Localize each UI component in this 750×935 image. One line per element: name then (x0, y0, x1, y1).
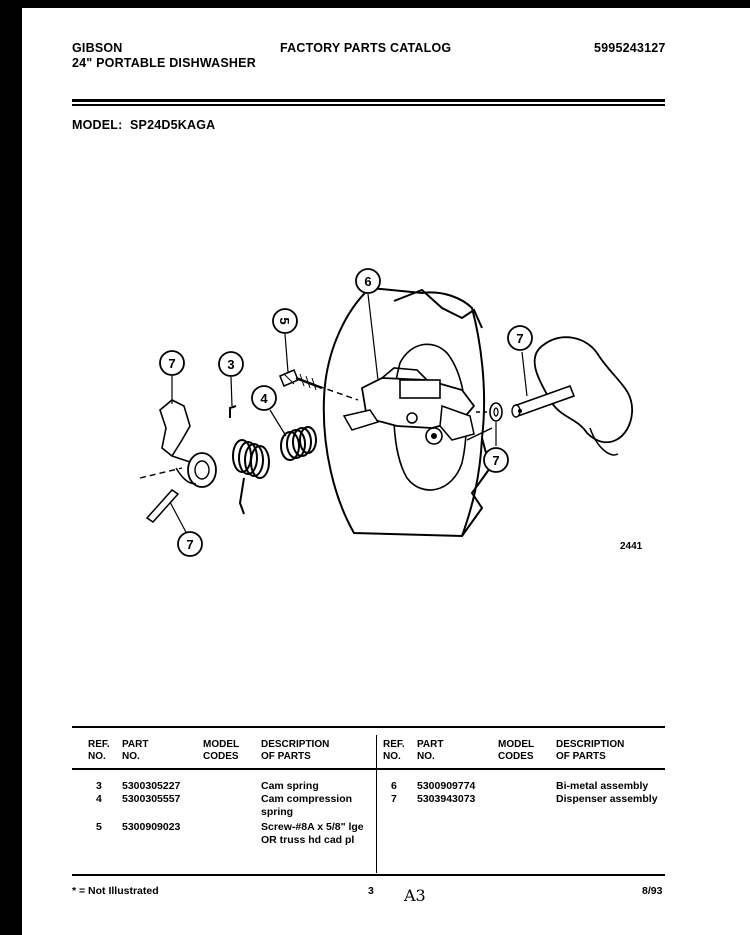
callout-label: 7 (516, 331, 524, 346)
header-model: MODEL CODES (203, 739, 240, 762)
figure-number: 2441 (620, 541, 643, 552)
catalog-page: GIBSON 24" PORTABLE DISHWASHER FACTORY PARTS CATALOG 5995243127 MODEL: SP24D5KAGA 7 3 5 4 6 7 7 7 2441 REF. NO. PART NO. MODEL CODES DESCRIPTION OF PARTS REF. NO. PART NO. MODEL CODES DESCRIPTION OF PARTS 3 5300305227 Cam spring 4 5300305557 Cam compression spring 5 5300909023 Screw-#8A x 5/8" lge OR truss hd cad pl 6 5300909774 Bi-metal assembly 7 5303943073 Dispenser assembly * = Not Illustrated 3 A3 8/93 (22, 8, 750, 935)
catalog-number: 5995243127 (594, 41, 666, 55)
exploded-parts-diagram (22, 8, 750, 608)
header-desc: DESCRIPTION OF PARTS (261, 739, 330, 762)
callout-label: 7 (186, 537, 194, 552)
callout-label: 5 (277, 317, 292, 325)
not-illustrated-note: * = Not Illustrated (72, 885, 159, 897)
callout-label: 7 (168, 356, 176, 371)
product-name: 24" PORTABLE DISHWASHER (72, 56, 256, 70)
header-part-right: PART NO. (417, 739, 444, 762)
catalog-title: FACTORY PARTS CATALOG (280, 41, 452, 55)
handwritten-mark: A3 (404, 886, 426, 905)
header-part: PART NO. (122, 739, 149, 762)
page-number: 3 (368, 885, 374, 897)
table-header-rule (72, 768, 665, 770)
model-value: SP24D5KAGA (130, 118, 216, 132)
table-bottom-rule (72, 874, 665, 876)
callout-label: 7 (492, 453, 500, 468)
screw (280, 370, 322, 390)
header-ref-right: REF. NO. (383, 739, 405, 762)
revision-date: 8/93 (642, 885, 663, 897)
brand-name: GIBSON (72, 41, 123, 55)
cam (160, 400, 216, 487)
table-top-rule (72, 726, 665, 728)
table-column-divider (376, 735, 377, 873)
header-desc-right: DESCRIPTION OF PARTS (556, 739, 625, 762)
callout-label: 6 (364, 274, 372, 289)
header-model-right: MODEL CODES (498, 739, 535, 762)
compression-spring (281, 427, 316, 460)
callout-label: 3 (227, 357, 235, 372)
header-ref: REF. NO. (88, 739, 110, 762)
callout-label: 4 (260, 391, 268, 406)
model-label: MODEL: (72, 118, 123, 132)
dispenser-washer (490, 403, 502, 421)
pin (147, 490, 178, 522)
cam-spring (230, 406, 269, 514)
dispenser-arm (512, 337, 632, 455)
